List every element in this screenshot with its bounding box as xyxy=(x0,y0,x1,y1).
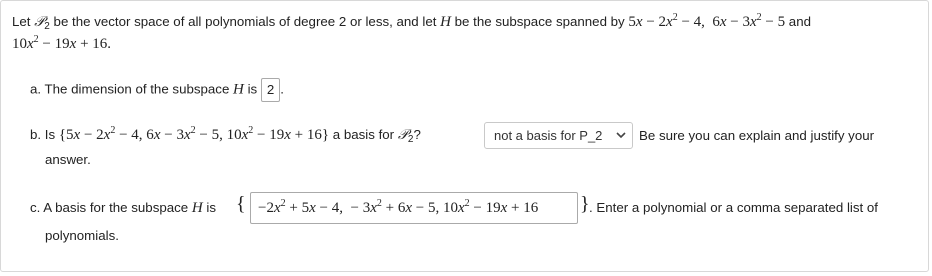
intro-line-1 xyxy=(12,13,811,31)
basis-answer-field[interactable] xyxy=(250,192,578,224)
basis-answer-text: $-2x^2 + 5x - 4$, − $3x^2 + 6x - 5$, $10x^2 - 19x + 16$ xyxy=(258,198,539,216)
part-b-label: b. Is xyxy=(30,127,59,142)
intro-and: and xyxy=(785,14,811,29)
part-a-H: H xyxy=(233,81,244,98)
basis-select-value: not a basis for P_2 xyxy=(494,128,603,143)
part-b-followup-text: Be sure you can explain and justify your xyxy=(639,128,875,143)
part-b-followup xyxy=(639,127,874,145)
part-c-instruction-text-2: polynomials. xyxy=(45,228,119,243)
intro-text-2: be the subspace spanned by xyxy=(450,14,629,29)
part-a-is: is xyxy=(243,81,261,97)
part-c-label: c. A basis for the subspace xyxy=(30,200,192,215)
part-b-p2-symbol: 𝒫 xyxy=(397,127,408,143)
part-c-instruction-text: . Enter a polynomial or a comma separated list of xyxy=(589,200,878,215)
part-b-followup-2 xyxy=(45,151,91,169)
dimension-answer-field[interactable]: 2 xyxy=(261,78,280,102)
part-b-question: a basis for xyxy=(329,127,398,142)
part-c-H: H xyxy=(191,200,203,216)
part-c-instruction-2 xyxy=(45,227,119,245)
part-a xyxy=(30,78,284,102)
poly-2: $6x - 3x^2 - 5$ xyxy=(712,12,786,30)
intro-text-1: be the vector space of all polynomials of degree 2 or less, and let xyxy=(49,14,441,29)
p2-subscript: 2 xyxy=(44,21,50,32)
intro-prefix: Let xyxy=(12,14,35,29)
intro-line-2 xyxy=(12,35,111,53)
p2-symbol: 𝒫 xyxy=(34,14,45,30)
part-b-p2-sub: 2 xyxy=(407,134,414,145)
part-b-qmark: ? xyxy=(413,127,421,142)
part-b xyxy=(30,126,421,144)
poly-3: $10x^2 - 19x + 16$. xyxy=(12,34,112,52)
part-b-set: {$5x - 2x^2 - 4$, $6x - 3x^2 - 5$, $10x^2 - 19x + 16$} xyxy=(58,125,330,143)
left-brace: { xyxy=(236,193,246,215)
right-brace: } xyxy=(580,193,590,215)
part-c-is: is xyxy=(202,200,217,215)
part-b-followup-text-2: answer. xyxy=(45,152,91,167)
part-a-label: a. The dimension of the subspace xyxy=(30,81,234,97)
subspace-symbol: H xyxy=(440,14,451,30)
part-a-period: . xyxy=(280,81,284,97)
poly-1: $5x - 2x^2 - 4$, xyxy=(628,12,705,30)
chevron-down-icon xyxy=(616,131,626,139)
part-c xyxy=(30,199,216,217)
basis-select-dropdown[interactable] xyxy=(484,122,633,149)
part-c-instruction xyxy=(589,199,878,217)
